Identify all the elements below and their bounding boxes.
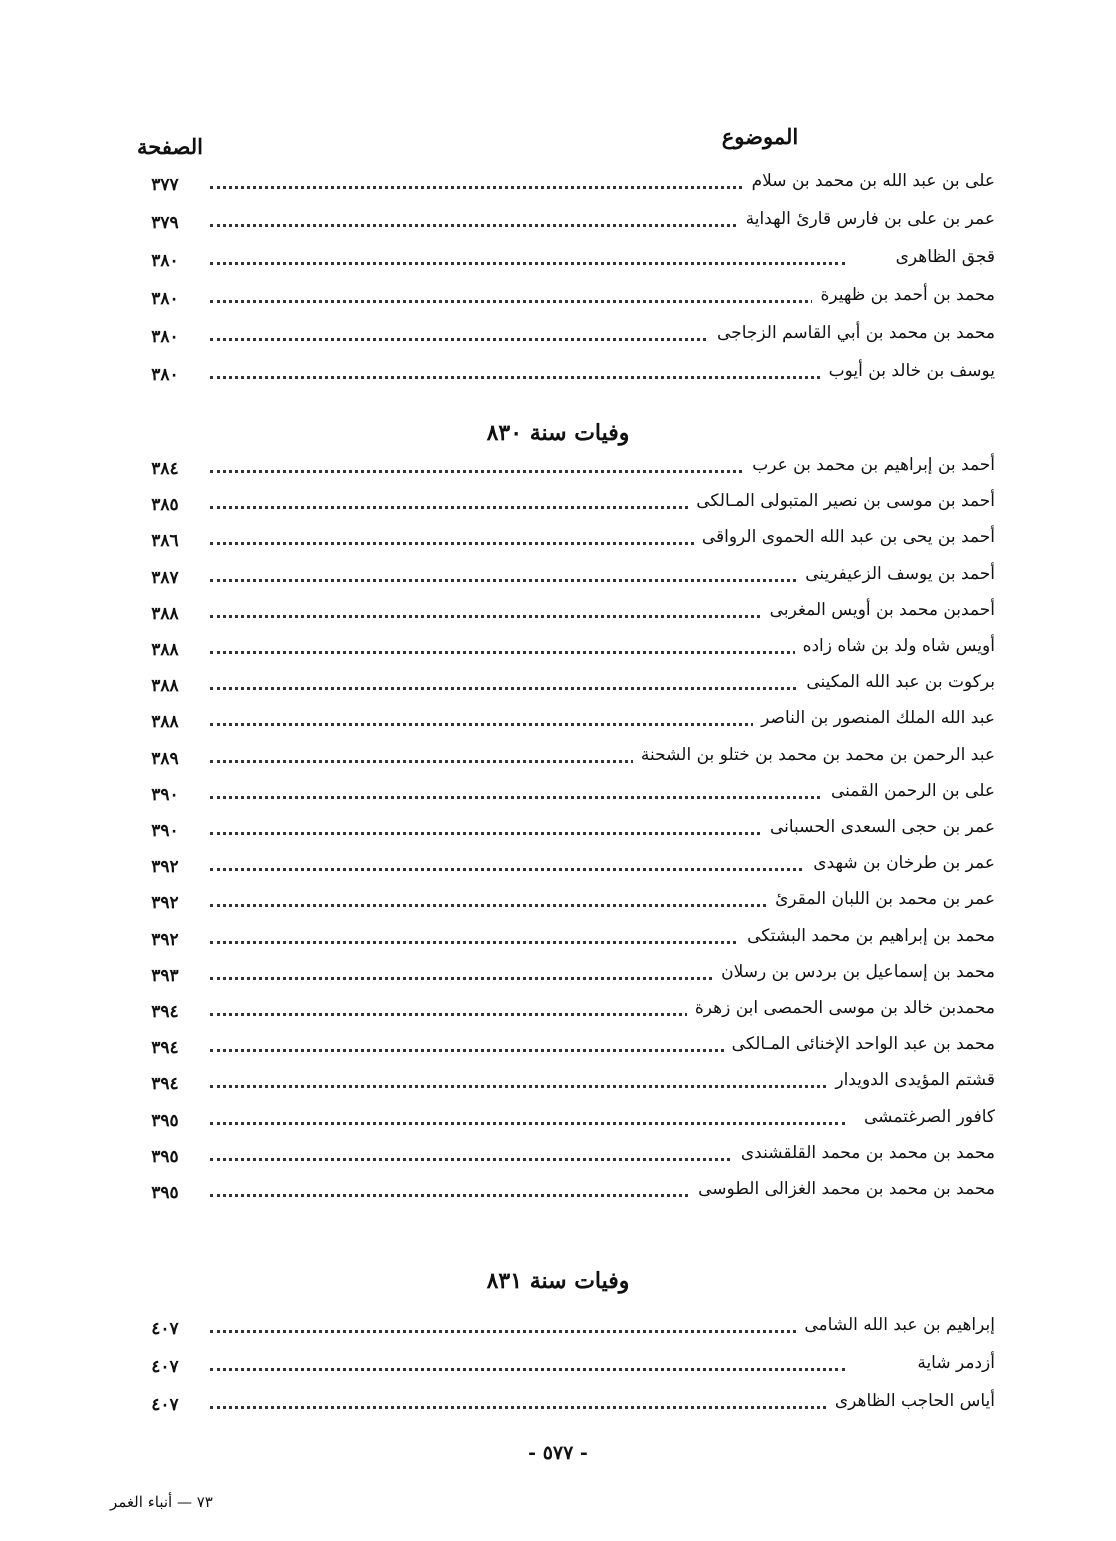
toc-entry [130, 705, 995, 735]
entry-page-number: ٣٩٥ [151, 1183, 179, 1203]
section-heading-831: وفيات سنة ٨٣١ [486, 1268, 630, 1294]
entry-page-number: ٣٩٢ [151, 929, 179, 950]
toc-entry [130, 452, 995, 482]
entry-page-number: ٣٨٨ [151, 712, 179, 733]
entry-name: قشتم المؤيدى الدويدار [827, 1067, 995, 1093]
toc-entry [130, 168, 995, 198]
entry-name: عمر بن حجى السعدى الحسبانى [762, 814, 995, 840]
entry-name: يوسف بن خالد بن أيوب [821, 358, 995, 384]
entry-page-number: ٣٩٠ [151, 821, 179, 841]
entry-page-number: ٣٨٠ [151, 289, 179, 309]
toc-entry [130, 282, 995, 312]
entry-name: محمد بن محمد بن أبي القاسم الزجاجى [709, 320, 995, 346]
entry-name: محمد بن محمد بن محمد الغزالى الطوسى [690, 1176, 995, 1202]
leader-dots [210, 687, 845, 690]
topic-header: الموضوع [721, 124, 799, 149]
entry-name: كافور الصرغتمشى [856, 1104, 995, 1130]
page-header: الصفحة [137, 134, 203, 159]
leader-dots [210, 1406, 845, 1409]
entry-page-number: ٣٨٦ [151, 531, 179, 552]
leader-dots [210, 300, 845, 303]
entry-page-number: ٤٠٧ [151, 1357, 179, 1377]
leader-dots [210, 868, 845, 871]
toc-entry [130, 488, 995, 518]
toc-entry [130, 358, 995, 388]
entry-page-number: ٣٨٠ [151, 365, 179, 385]
entry-page-number: ٣٨٤ [151, 459, 179, 479]
toc-entry [130, 597, 995, 627]
toc-entry [130, 320, 995, 350]
leader-dots [210, 262, 845, 265]
toc-entry [130, 633, 995, 663]
entry-page-number: ٣٨٨ [151, 640, 179, 660]
entry-page-number: ٣٩٤ [151, 1074, 179, 1095]
leader-dots [210, 723, 845, 726]
entry-name: محمد بن إبراهيم بن محمد البشتكى [739, 923, 995, 949]
entry-page-number: ٣٧٩ [151, 213, 179, 233]
entry-name: محمد بن إسماعيل بن بردس بن رسلان [713, 959, 995, 985]
entry-page-number: ٣٩٤ [151, 1038, 179, 1059]
entry-page-number: ٣٨٥ [151, 495, 179, 516]
toc-entry [130, 669, 995, 699]
entry-name: محمدبن خالد بن موسى الحمصى ابن زهرة [687, 995, 995, 1021]
page-number: - ٥٧٧ - [528, 1442, 588, 1464]
entry-name: قجق الظاهرى [888, 244, 995, 270]
entry-name: أزدمر شاية [909, 1350, 995, 1376]
entry-page-number: ٣٩٢ [151, 893, 179, 914]
toc-entry [130, 995, 995, 1025]
toc-entry [130, 524, 995, 554]
entry-page-number: ٤٠٧ [151, 1319, 179, 1339]
entry-page-number: ٤٠٧ [151, 1395, 179, 1415]
leader-dots [210, 904, 845, 907]
toc-entry [130, 1176, 995, 1206]
leader-dots [210, 615, 845, 618]
toc-entry [130, 850, 995, 880]
toc-entry [130, 742, 995, 772]
toc-entry [130, 886, 995, 916]
toc-entry [130, 1104, 995, 1134]
entry-name: أحمدبن محمد بن أويس المغربى [762, 597, 995, 623]
entry-name: أحمد بن يحى بن عبد الله الحموى الرواقى [694, 524, 995, 550]
entry-name: على بن عبد الله بن محمد بن سلام [744, 168, 995, 194]
entry-page-number: ٣٨٧ [151, 567, 179, 588]
leader-dots [210, 1122, 845, 1125]
entry-name: عبد الله الملك المنصور بن الناصر [753, 705, 995, 731]
toc-entry [130, 206, 995, 236]
toc-entry [130, 814, 995, 844]
entry-page-number: ٣٩٥ [151, 1146, 179, 1167]
leader-dots [210, 832, 845, 835]
leader-dots [210, 579, 845, 582]
leader-dots [210, 376, 845, 379]
footer-signature: ٧٣ — أنباء الغمر [110, 1493, 213, 1511]
entry-name: عمر بن طرخان بن شهدى [805, 850, 995, 876]
entry-name: أويس شاه ولد بن شاه زاده [795, 633, 995, 659]
entry-name: إبراهيم بن عبد الله الشامى [796, 1312, 995, 1338]
toc-entry [130, 1312, 995, 1342]
toc-entry [130, 778, 995, 808]
toc-entry [130, 1140, 995, 1170]
section-heading-830: وفيات سنة ٨٣٠ [486, 420, 630, 446]
entry-name: بركوت بن عبد الله المكينى [798, 669, 995, 695]
entry-name: عمر بن محمد بن اللبان المقرئ [767, 886, 995, 912]
entry-name: محمد بن أحمد بن ظهيرة [812, 282, 995, 308]
entry-page-number: ٣٧٧ [151, 175, 179, 195]
entry-name: أحمد بن يوسف الزعيفرينى [797, 561, 995, 587]
entry-page-number: ٣٨٠ [151, 327, 179, 347]
entry-page-number: ٣٨٨ [151, 603, 179, 624]
toc-entry [130, 959, 995, 989]
toc-entry [130, 561, 995, 591]
entry-name: محمد بن محمد بن محمد القلقشندى [733, 1140, 995, 1166]
toc-entry [130, 244, 995, 274]
entry-name: أحمد بن إبراهيم بن محمد بن عرب [744, 452, 995, 478]
toc-entry [130, 1350, 995, 1380]
entry-page-number: ٣٨٠ [151, 251, 179, 271]
entry-name: أياس الحاجب الظاهرى [827, 1388, 995, 1414]
toc-entry [130, 923, 995, 953]
entry-page-number: ٣٩٤ [151, 1002, 179, 1022]
entry-page-number: ٣٩٠ [151, 784, 179, 805]
entry-page-number: ٣٩٢ [151, 857, 179, 878]
leader-dots [210, 1330, 845, 1333]
entry-name: على بن الرحمن القمنى [823, 778, 995, 804]
leader-dots [210, 1368, 845, 1371]
leader-dots [210, 1085, 845, 1088]
entry-name: عمر بن على بن فارس قارئ الهداية [738, 206, 995, 232]
leader-dots [210, 796, 845, 799]
toc-entry [130, 1067, 995, 1097]
entry-page-number: ٣٩٥ [151, 1110, 179, 1131]
entry-page-number: ٣٨٩ [151, 748, 179, 769]
leader-dots [210, 651, 845, 654]
entry-page-number: ٣٨٨ [151, 676, 179, 697]
entry-name: محمد بن عبد الواحد الإخنائى المـالكى [724, 1031, 995, 1057]
entry-name: أحمد بن موسى بن نصير المتبولى المـالكى [688, 488, 995, 514]
toc-entry [130, 1031, 995, 1061]
toc-entry [130, 1388, 995, 1418]
entry-name: عبد الرحمن بن محمد بن محمد بن ختلو بن الشحنة [633, 742, 995, 768]
entry-page-number: ٣٩٣ [151, 965, 179, 986]
